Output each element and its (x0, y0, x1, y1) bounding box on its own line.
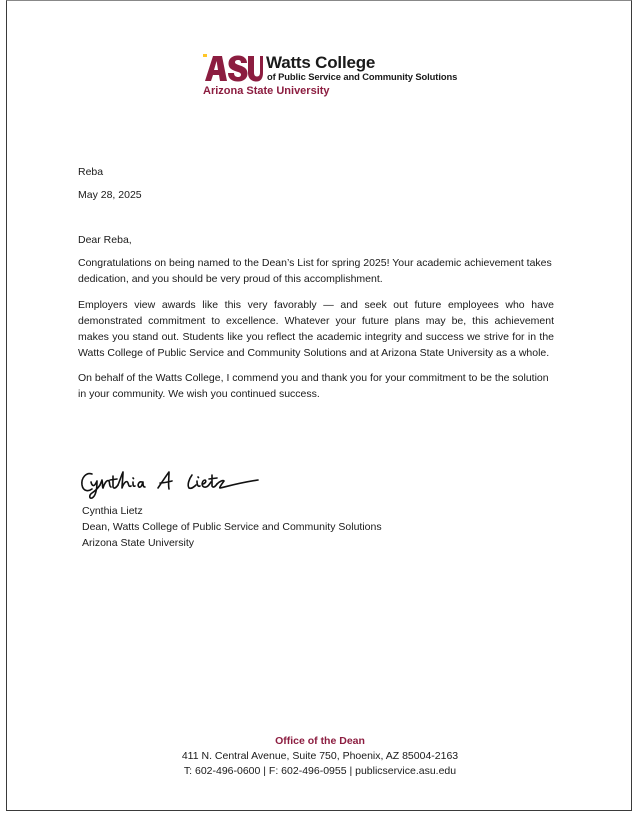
paragraph-text: Congratulations on being named to the Dean’s List for spring 2025! Your academic achievement takes dedication, and you should be very proud of this accomplishment. (78, 257, 552, 285)
college-subtitle: of Public Service and Community Solutions (267, 71, 458, 82)
office-title: Office of the Dean (275, 735, 365, 747)
letter-paragraph (78, 297, 554, 361)
letter-page (6, 0, 632, 811)
letter-paragraph (78, 370, 554, 402)
recipient-name: Reba (78, 166, 104, 178)
handwritten-signature (78, 466, 268, 500)
asu-logo (203, 54, 263, 82)
paragraph-text: On behalf of the Watts College, I commend you and thank you for your commitment to be the solution in your community. We wish you continued success. (78, 372, 549, 400)
signer-block (82, 503, 382, 551)
office-address: 411 N. Central Avenue, Suite 750, Phoenix, AZ 85004-2163 (181, 750, 459, 762)
paragraph-text: Employers view awards like this very favorably — and seek out future employees who have demonstrated commitment to excellence. Whatever your future plans may be, this achievement makes you stand out. Students like you reflect the academic integrity and success we strive for in the Watts College of Public Service and Community Solutions and at Arizona State University as a whole. (78, 299, 554, 359)
letter-footer (0, 734, 640, 779)
salutation: Dear Reba, (78, 234, 132, 246)
signer-name: Cynthia Lietz (82, 505, 143, 517)
letter-paragraph (78, 255, 554, 287)
office-contact: T: 602-496-0600 | F: 602-496-0955 | publicservice.asu.edu (183, 765, 457, 777)
college-name: Watts College (266, 53, 376, 72)
university-name: Arizona State University (203, 85, 330, 97)
signer-institution: Arizona State University (82, 537, 195, 549)
signer-title: Dean, Watts College of Public Service and Community Solutions (82, 521, 382, 533)
letterhead (203, 54, 503, 102)
letter-date: May 28, 2025 (78, 189, 142, 201)
